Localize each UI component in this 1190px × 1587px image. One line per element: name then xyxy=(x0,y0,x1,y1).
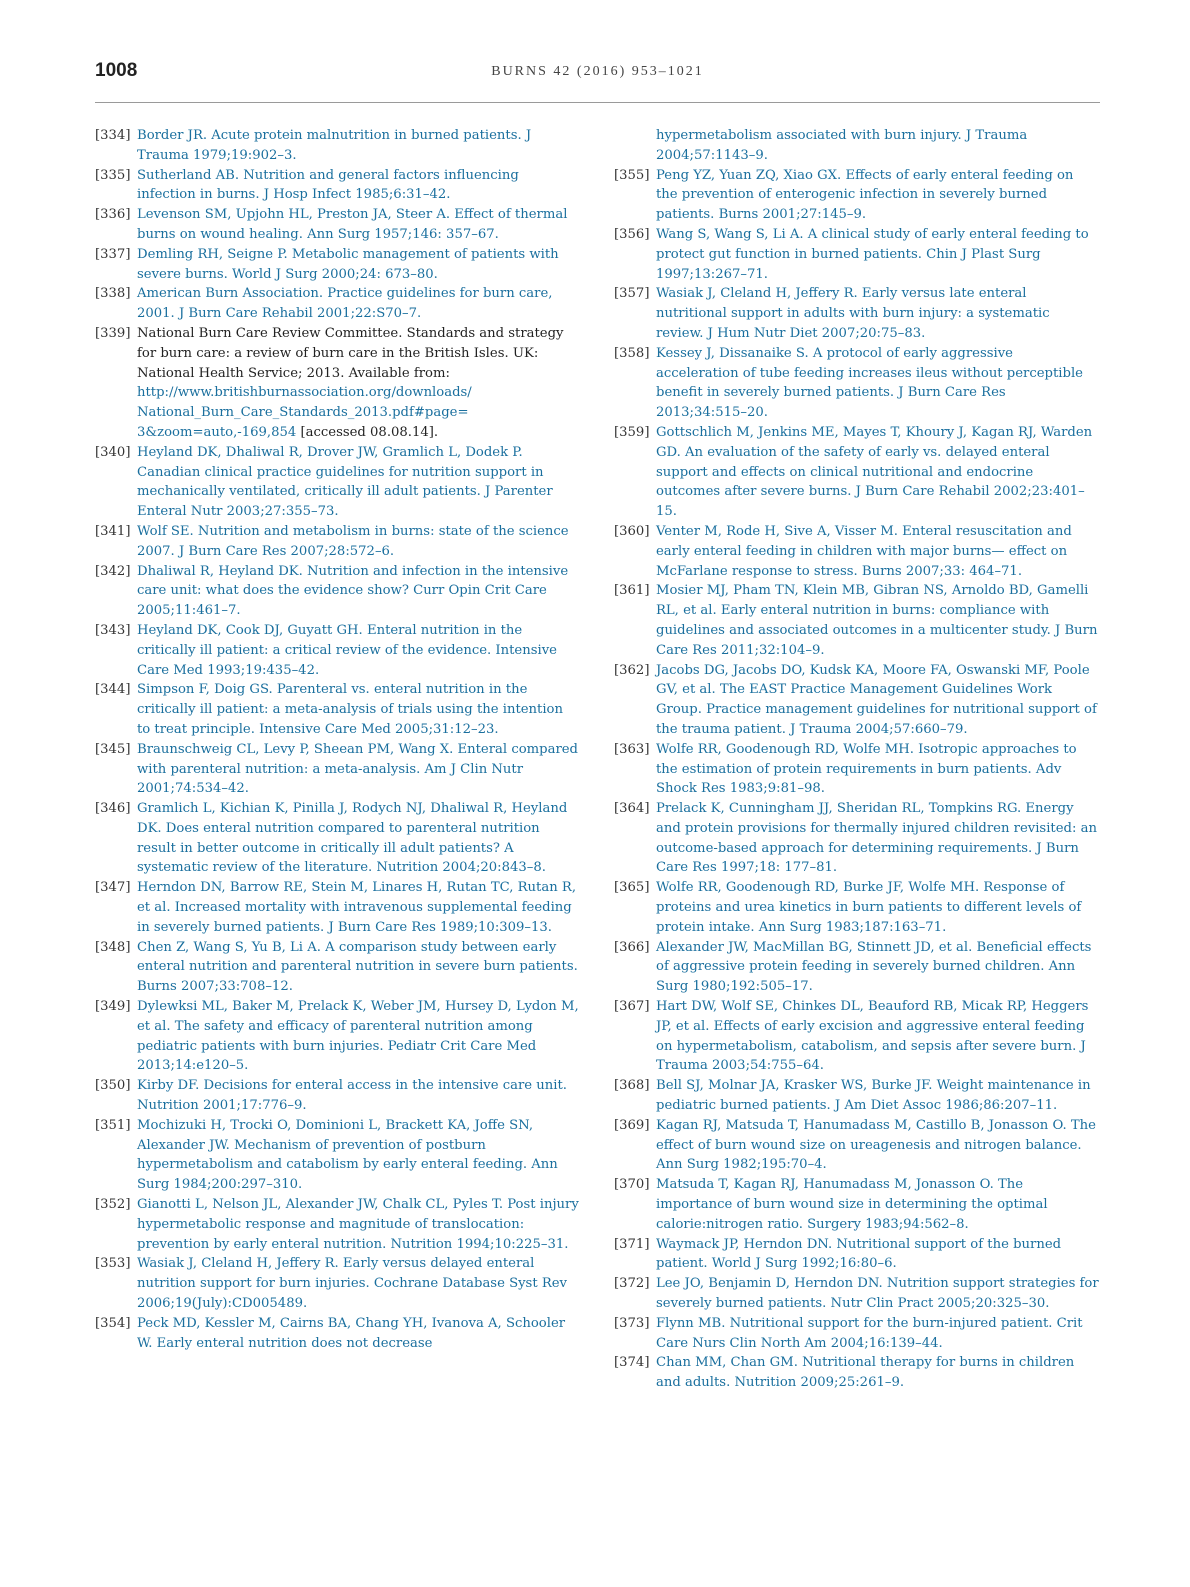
reference-number: [361] xyxy=(614,583,650,599)
header-rule xyxy=(95,102,1100,103)
reference-number: [360] xyxy=(614,523,650,539)
reference-entry xyxy=(614,344,1099,423)
reference-entry xyxy=(95,166,580,206)
reference-entry xyxy=(95,680,580,739)
reference-text[interactable]: Lee JO, Benjamin D, Herndon DN. Nutrition support strategies for severely burned patients. Nutr Clin Pract 2005;20:325–30. xyxy=(656,1276,1099,1312)
reference-entry xyxy=(614,740,1099,799)
reference-column-right xyxy=(614,126,1099,1393)
reference-text[interactable]: Alexander JW, MacMillan BG, Stinnett JD, et al. Beneficial effects of aggressive protein feeding in severely burned children. Ann Surg 1980;192:505–17. xyxy=(656,939,1092,995)
reference-entry xyxy=(95,1116,580,1195)
reference-number: [342] xyxy=(95,563,131,579)
reference-text[interactable]: Peck MD, Kessler M, Cairns BA, Chang YH, Ivanova A, Schooler W. Early enteral nutrition does not decrease xyxy=(137,1315,566,1351)
reference-entry xyxy=(614,799,1099,878)
reference-text[interactable]: Flynn MB. Nutritional support for the burn-injured patient. Crit Care Nurs Clin North Am 2004;16:139–44. xyxy=(656,1315,1083,1351)
reference-number: [346] xyxy=(95,801,131,817)
reference-text[interactable]: Chen Z, Wang S, Yu B, Li A. A comparison study between early enteral nutrition and parenteral nutrition in severe burn patients. Burns 2007;33:708–12. xyxy=(137,939,578,995)
reference-entry xyxy=(95,245,580,285)
reference-number: [370] xyxy=(614,1177,650,1193)
reference-entry xyxy=(614,1353,1099,1393)
reference-text[interactable]: Kessey J, Dissanaike S. A protocol of early aggressive acceleration of tube feeding increases ileus without perceptible benefit in severely burned patients. J Burn Care Res 2013;34:515–20. xyxy=(656,345,1083,421)
reference-number: [336] xyxy=(95,207,131,223)
reference-number: [365] xyxy=(614,880,650,896)
reference-number: [350] xyxy=(95,1078,131,1094)
reference-text[interactable]: Dhaliwal R, Heyland DK. Nutrition and infection in the intensive care unit: what does the evidence show? Curr Opin Crit Care 2005;11:461–7. xyxy=(137,563,569,619)
reference-entry xyxy=(95,997,580,1076)
reference-number: [334] xyxy=(95,128,131,143)
reference-number: [357] xyxy=(614,286,650,302)
reference-text[interactable]: Wasiak J, Cleland H, Jeffery R. Early versus late enteral nutritional support in adults with burn injury: a systematic review. J Hum Nutr Diet 2007;20:75–83. xyxy=(656,286,1050,341)
reference-text[interactable]: Levenson SM, Upjohn HL, Preston JA, Steer A. Effect of thermal burns on wound healing. Ann Surg 1957;146: 357–67. xyxy=(137,207,568,242)
reference-number: [355] xyxy=(614,167,650,183)
reference-column-left xyxy=(95,126,580,1353)
reference-entry xyxy=(614,1274,1099,1314)
reference-text[interactable]: Chan MM, Chan GM. Nutritional therapy for burns in children and adults. Nutrition 2009;25:261–9. xyxy=(656,1355,1075,1391)
reference-entry xyxy=(95,878,580,937)
reference-text[interactable]: Kagan RJ, Matsuda T, Hanumadass M, Castillo B, Jonasson O. The effect of burn wound size on ureagenesis and nitrogen balance. Ann Surg 1982;195:70–4. xyxy=(656,1117,1096,1173)
reference-number: [338] xyxy=(95,286,131,302)
reference-number: [374] xyxy=(614,1355,650,1371)
reference-entry xyxy=(95,562,580,621)
reference-entry xyxy=(95,1076,580,1116)
reference-number: [356] xyxy=(614,226,650,242)
reference-entry xyxy=(614,284,1099,343)
reference-number: [347] xyxy=(95,880,131,896)
reference-entry xyxy=(95,324,580,443)
reference-entry xyxy=(614,581,1099,660)
reference-text[interactable]: Prelack K, Cunningham JJ, Sheridan RL, Tompkins RG. Energy and protein provisions for thermally injured children revisited: an outcome-based approach for determining requirements. J Burn Care Res 1997;18: 177–81. xyxy=(656,801,1097,876)
reference-text[interactable]: Mochizuki H, Trocki O, Dominioni L, Brackett KA, Joffe SN, Alexander JW. Mechanism of prevention of postburn hypermetabolism and catabolism by early enteral feeding. Ann Surg 1984;200:297–310. xyxy=(137,1117,558,1193)
reference-text[interactable]: Mosier MJ, Pham TN, Klein MB, Gibran NS, Arnoldo BD, Gamelli RL, et al. Early enteral nutrition in burns: compliance with guidelines and associated outcomes in a multicenter study. J Burn Care Res 2011;32:104–9. xyxy=(656,583,1098,658)
reference-number: [362] xyxy=(614,662,650,678)
reference-entry xyxy=(614,1116,1099,1175)
reference-text[interactable]: Gianotti L, Nelson JL, Alexander JW, Chalk CL, Pyles T. Post injury hypermetabolic response and magnitude of translocation: prevention by early enteral nutrition. Nutrition 1994;10:225–31. xyxy=(137,1197,579,1252)
reference-number: [371] xyxy=(614,1236,650,1252)
reference-entry xyxy=(95,522,580,562)
reference-number: [345] xyxy=(95,741,131,757)
reference-number: [369] xyxy=(614,1117,650,1133)
reference-text[interactable]: Wang S, Wang S, Li A. A clinical study of early enteral feeding to protect gut function in burned patients. Chin J Plast Surg 1997;13:267–71. xyxy=(656,226,1089,282)
reference-number: [349] xyxy=(95,999,131,1015)
reference-text[interactable]: Herndon DN, Barrow RE, Stein M, Linares H, Rutan TC, Rutan R, et al. Increased mortality with intravenous supplemental feeding in severely burned patients. J Burn Care Res 1989;10:309–13. xyxy=(137,880,577,935)
reference-entry xyxy=(95,740,580,799)
reference-text[interactable]: Gottschlich M, Jenkins ME, Mayes T, Khoury J, Kagan RJ, Warden GD. An evaluation of the safety of early vs. delayed enteral support and effects on clinical nutritional and endocrine outcomes after severe burns. J Burn Care Rehabil 2002;23:401–15. xyxy=(656,424,1093,520)
reference-entry xyxy=(95,1195,580,1254)
reference-text[interactable]: Heyland DK, Dhaliwal R, Drover JW, Gramlich L, Dodek P. Canadian clinical practice guidelines for nutrition support in mechanically ventilated, critically ill adult patients. J Parenter Enteral Nutr 2003;27:355–73. xyxy=(137,444,553,520)
journal-running-head: BURNS 42 (2016) 953–1021 xyxy=(491,64,704,79)
reference-number: [367] xyxy=(614,999,650,1015)
reference-entry xyxy=(614,423,1099,522)
reference-text[interactable]: Wolfe RR, Goodenough RD, Burke JF, Wolfe MH. Response of proteins and urea kinetics in burn patients to different levels of protein intake. Ann Surg 1983;187:163–71. xyxy=(656,880,1082,935)
reference-text[interactable]: Wolf SE. Nutrition and metabolism in burns: state of the science 2007. J Burn Care Res 2007;28:572–6. xyxy=(137,523,569,559)
reference-number: [341] xyxy=(95,523,131,539)
reference-entry xyxy=(614,1235,1099,1275)
reference-number: [368] xyxy=(614,1078,650,1094)
reference-entry xyxy=(614,878,1099,937)
reference-text[interactable]: Matsuda T, Kagan RJ, Hanumadass M, Jonasson O. The importance of burn wound size in determining the optimal calorie:nitrogen ratio. Surgery 1983;94:562–8. xyxy=(656,1177,1048,1232)
reference-entry xyxy=(95,284,580,324)
reference-text[interactable]: Heyland DK, Cook DJ, Guyatt GH. Enteral nutrition in the critically ill patient: a critical review of the evidence. Intensive Care Med 1993;19:435–42. xyxy=(137,622,557,678)
reference-text[interactable]: Braunschweig CL, Levy P, Sheean PM, Wang X. Enteral compared with parenteral nutrition: a meta-analysis. Am J Clin Nutr 2001;74:534–42. xyxy=(137,741,578,797)
reference-text[interactable]: Simpson F, Doig GS. Parenteral vs. enteral nutrition in the critically ill patient: a meta-analysis of trials using the intention to treat principle. Intensive Care Med 2005;31:12–23. xyxy=(137,682,563,737)
reference-entry xyxy=(614,1175,1099,1234)
reference-text: National Burn Care Review Committee. Standards and strategy for burn care: a review of burn care in the British Isles. UK: National Health Service; 2013. Available from: xyxy=(137,325,564,381)
reference-entry xyxy=(95,1314,580,1354)
reference-text[interactable]: Hart DW, Wolf SE, Chinkes DL, Beauford RB, Micak RP, Heggers JP, et al. Effects of early excision and aggressive enteral feeding on hypermetabolism, catabolism, and sepsis after severe burn. J Trauma 2003;54:755–64. xyxy=(656,999,1089,1074)
reference-text[interactable]: American Burn Association. Practice guidelines for burn care, 2001. J Burn Care Rehabil 2001;22:S70–7. xyxy=(137,286,553,322)
reference-entry xyxy=(95,799,580,878)
page-header xyxy=(95,58,1100,98)
reference-text[interactable]: Bell SJ, Molnar JA, Krasker WS, Burke JF. Weight maintenance in pediatric burned patients. J Am Diet Assoc 1986;86:207–11. xyxy=(656,1078,1091,1114)
reference-number: [363] xyxy=(614,741,650,757)
reference-access-date: [accessed 08.08.14]. xyxy=(296,424,439,440)
reference-number: [359] xyxy=(614,424,650,440)
reference-entry xyxy=(95,126,580,166)
reference-text[interactable]: Jacobs DG, Jacobs DO, Kudsk KA, Moore FA, Oswanski MF, Poole GV, et al. The EAST Practice Management Guidelines Work Group. Practice management guidelines for nutritional support of the trauma patient. J Trauma 2004;57:660–79. xyxy=(656,662,1097,737)
reference-text[interactable]: Kirby DF. Decisions for enteral access in the intensive care unit. Nutrition 2001;17:776–9. xyxy=(137,1078,568,1114)
reference-entry xyxy=(614,938,1099,997)
reference-entry xyxy=(614,522,1099,581)
reference-number: [344] xyxy=(95,682,131,698)
reference-text[interactable]: Dylewksi ML, Baker M, Prelack K, Weber JM, Hursey D, Lydon M, et al. The safety and efficacy of parenteral nutrition among pediatric patients with burn injuries. Pediatr Crit Care Med 2013;14:e120–5. xyxy=(137,999,579,1074)
reference-url-link[interactable]: http://www.britishburnassociation.org/downloads/ National_Burn_Care_Standards_2013.pdf#page= 3&zoom=auto,-169,854 xyxy=(137,385,472,440)
reference-entry xyxy=(614,1076,1099,1116)
reference-number: [352] xyxy=(95,1197,131,1213)
reference-number: [340] xyxy=(95,444,131,460)
reference-entry xyxy=(95,621,580,680)
reference-entry xyxy=(614,126,1099,166)
reference-entry xyxy=(614,166,1099,225)
reference-number: [372] xyxy=(614,1276,650,1292)
reference-text[interactable]: Sutherland AB. Nutrition and general factors influencing infection in burns. J Hosp Infect 1985;6:31–42. xyxy=(137,167,519,203)
reference-text[interactable]: Demling RH, Seigne P. Metabolic management of patients with severe burns. World J Surg 2000;24: 673–80. xyxy=(137,246,559,282)
reference-text[interactable]: Waymack JP, Herndon DN. Nutritional support of the burned patient. World J Surg 1992;16:80–6. xyxy=(656,1236,1062,1272)
reference-entry xyxy=(614,997,1099,1076)
reference-text[interactable]: Wolfe RR, Goodenough RD, Wolfe MH. Isotropic approaches to the estimation of protein requirements in burn patients. Adv Shock Res 1983;9:81–98. xyxy=(656,741,1077,797)
reference-number: [358] xyxy=(614,345,650,361)
reference-text[interactable]: Gramlich L, Kichian K, Pinilla J, Rodych NJ, Dhaliwal R, Heyland DK. Does enteral nutrition compared to parenteral nutrition result in better outcome in critically ill adult patients? A systematic review of the literature. Nutrition 2004;20:843–8. xyxy=(137,801,568,876)
page-number: 1008 xyxy=(95,60,138,81)
reference-number: [339] xyxy=(95,325,131,341)
reference-number: [354] xyxy=(95,1315,131,1331)
reference-number: [373] xyxy=(614,1315,650,1331)
reference-number: [343] xyxy=(95,622,131,638)
reference-number: [335] xyxy=(95,167,131,183)
reference-entry xyxy=(95,205,580,245)
reference-text[interactable]: Venter M, Rode H, Sive A, Visser M. Enteral resuscitation and early enteral feeding in children with major burns— effect on McFarlane response to stress. Burns 2007;33: 464–71. xyxy=(656,523,1072,579)
reference-entry xyxy=(614,661,1099,740)
reference-entry xyxy=(95,938,580,997)
reference-text[interactable]: Peng YZ, Yuan ZQ, Xiao GX. Effects of early enteral feeding on the prevention of enterogenic infection in severely burned patients. Burns 2001;27:145–9. xyxy=(656,167,1074,223)
reference-number: [353] xyxy=(95,1256,131,1272)
reference-text[interactable]: Border JR. Acute protein malnutrition in burned patients. J Trauma 1979;19:902–3. xyxy=(137,128,532,163)
reference-number: [366] xyxy=(614,939,650,955)
reference-number: [348] xyxy=(95,939,131,955)
reference-entry xyxy=(95,443,580,522)
reference-text[interactable]: hypermetabolism associated with burn injury. J Trauma 2004;57:1143–9. xyxy=(656,128,1028,163)
reference-number: [337] xyxy=(95,246,131,262)
reference-entry xyxy=(614,225,1099,284)
reference-text[interactable]: Wasiak J, Cleland H, Jeffery R. Early versus delayed enteral nutrition support for burn injuries. Cochrane Database Syst Rev 2006;19(July):CD005489. xyxy=(137,1256,567,1312)
reference-entry xyxy=(95,1254,580,1313)
reference-number: [351] xyxy=(95,1117,131,1133)
reference-number: [364] xyxy=(614,801,650,817)
reference-entry xyxy=(614,1314,1099,1354)
